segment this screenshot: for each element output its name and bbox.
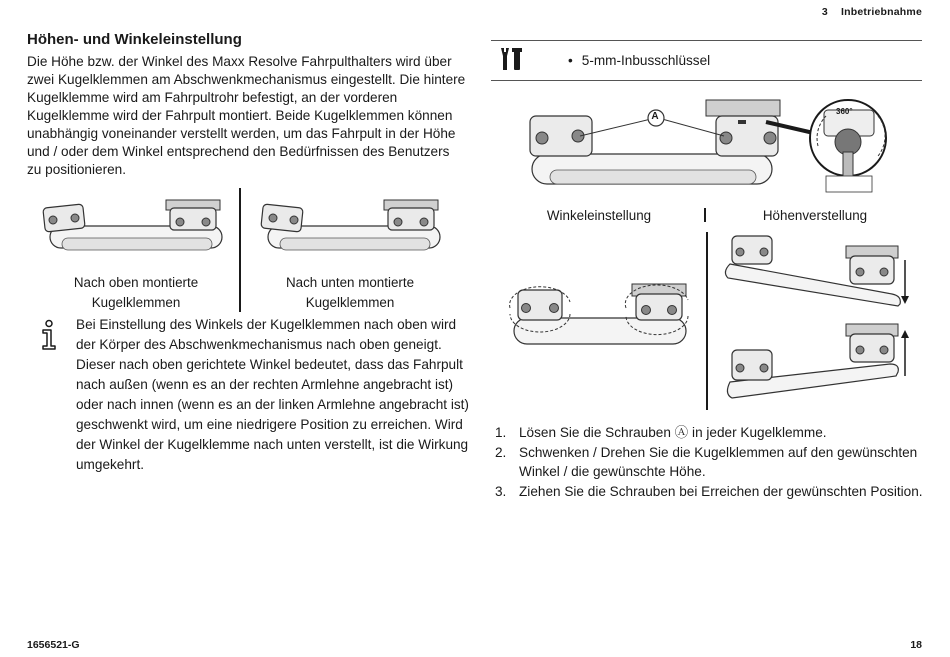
step-number: 2. (495, 444, 507, 460)
figure-divider-right (706, 232, 708, 410)
figure-angle-adjustment (504, 278, 694, 358)
section-title: Höhen- und Winkeleinstellung (27, 31, 242, 48)
rotation-label: 360° (836, 107, 853, 116)
caption-up-mounted: Nach oben montierte Kugelklemmen (73, 275, 199, 310)
step-number: 1. (495, 425, 507, 440)
caption-angle: Winkeleinstellung (546, 208, 652, 223)
step-text: Schwenken / Drehen Sie die Kugelklemmen auf den gewünschten Winkel / die gewünschte Höhe. (519, 444, 918, 479)
step-list (495, 423, 925, 501)
caption-down-mounted: Nach unten montierte Kugelklemmen (285, 275, 415, 310)
tools-icon (498, 46, 524, 72)
info-note: Bei Einstellung des Winkels der Kugelklemmen nach oben wird der Körper des Abschwenkmechanismus nach oben geneigt. Dieser nach oben gerichtete Winkel bedeutet, dass das Fahrpult nach außen (wenn es an der rechten Armlehne angebracht ist) oder nach innen (wenn es an der linken Armlehne angebracht ist) geschwenkt wird, um eine niedrigere Position zu erreichen. Wird der Winkel der Kugelklemme nach unten verstellt, ist die Wirkung umgekehrt. (76, 317, 469, 472)
chapter-title: Inbetriebnahme (841, 6, 922, 18)
step-text: Lösen Sie die Schrauben Ⓐ in jeder Kugelklemme. (519, 425, 827, 440)
tool-item-label: 5-mm-Inbusschlüssel (581, 53, 711, 68)
callout-a-label: A (651, 111, 659, 122)
step-item (495, 443, 925, 482)
tools-top-rule (491, 40, 922, 41)
step-item (495, 482, 925, 502)
section-body: Die Höhe bzw. der Winkel des Maxx Resolve Fahrpulthalters wird über zwei Kugelklemmen am Abschwenkmechanismus eingestellt. Die hintere Kugelklemme wird am Fahrpultrohr befestigt, an der vorderen Kugelklemme wird der Fahrpult montiert. Beide Kugelklemmen können unabhängig voneinander verstellt werden, um das Fahrpult in der Höhe und / oder dem Winkel entsprechend den Bedürfnissen des Benutzers zu positionieren. (27, 54, 466, 177)
step-text: Ziehen Sie die Schrauben bei Erreichen der gewünschten Position. (519, 483, 923, 499)
figure-divider (239, 188, 241, 312)
info-icon (40, 320, 58, 350)
figure-down-mounted-clamps (258, 196, 448, 258)
doc-number: 1656521-G (27, 639, 80, 651)
tools-bottom-rule (491, 80, 922, 81)
step-number: 3. (495, 483, 507, 499)
caption-height: Höhenverstellung (762, 208, 868, 223)
caption-divider (704, 208, 706, 222)
page-number: 18 (910, 639, 922, 651)
figure-height-up (722, 232, 912, 310)
running-header (822, 6, 922, 18)
step-item (495, 423, 925, 443)
figure-height-down (722, 320, 912, 406)
tool-item (568, 53, 710, 68)
chapter-number: 3 (821, 6, 828, 18)
figure-up-mounted-clamps (40, 196, 230, 258)
bullet: • (568, 53, 573, 68)
